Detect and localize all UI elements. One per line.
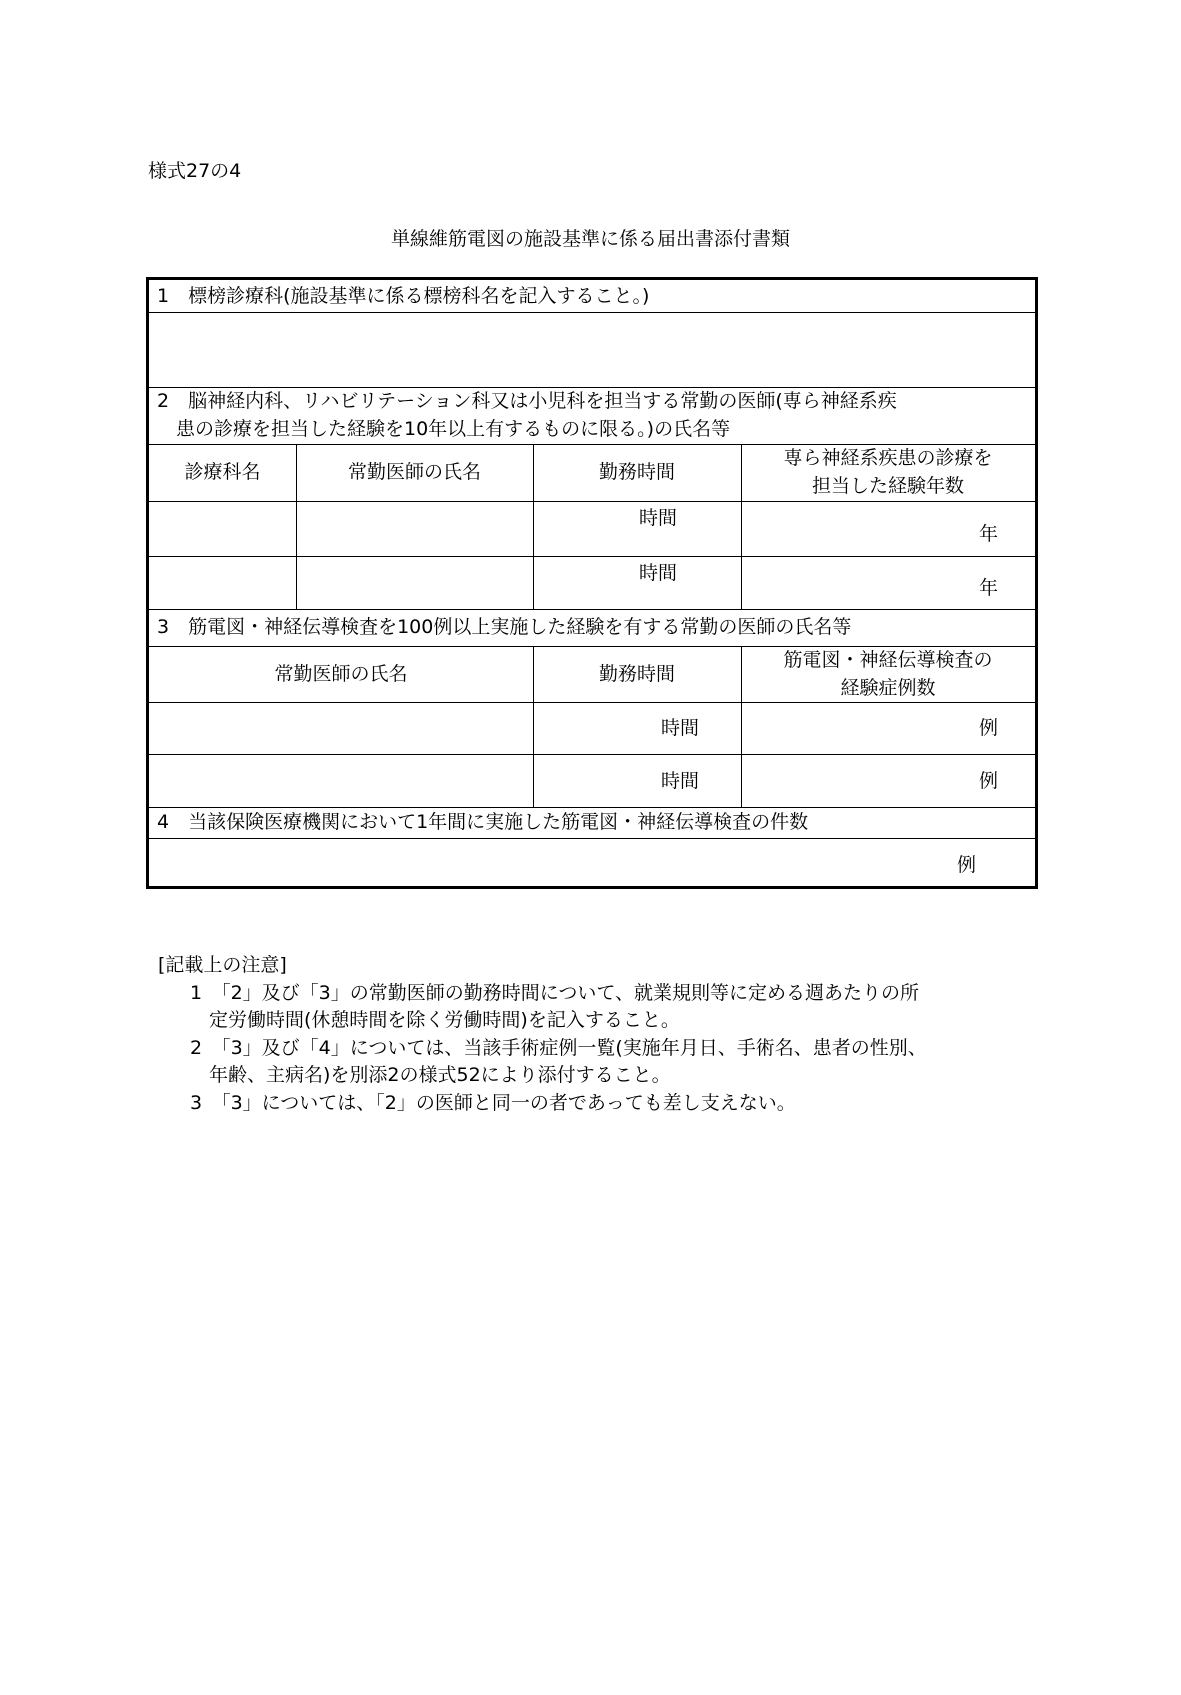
divider <box>149 838 1035 839</box>
col-working-hours: 勤務時間 <box>598 461 675 483</box>
col-doctor-name: 常勤医師の氏名 <box>347 461 481 483</box>
col-experience-years-line1: 専ら神経系疾患の診療を <box>783 447 993 469</box>
note-line: 2 「3」及び「4」については、当該手術症例一覧(実施年月日、手術名、患者の性別、 <box>190 1036 927 1059</box>
hours-unit: 時間 <box>639 507 678 529</box>
note-line: 1 「2」及び「3」の常勤医師の勤務時間について、就業規則等に定める週あたりの所 <box>190 981 920 1004</box>
note-line: 定労働時間(休憩時間を除く労働時間)を記入すること。 <box>190 1009 680 1031</box>
years-unit: 年 <box>979 577 999 599</box>
section2-heading-line2: 患の診療を担当した経験を10年以上有するものに限る。)の氏名等 <box>176 418 731 440</box>
note-line: 年齢、主病名)を別添2の様式52により添付すること。 <box>190 1064 671 1086</box>
hours-unit: 時間 <box>639 562 678 584</box>
col-experience-years-line2: 担当した経験年数 <box>811 475 964 497</box>
note-line: 3 「3」については、「2」の医師と同一の者であっても差し支えない。 <box>190 1091 796 1114</box>
notes-heading: [記載上の注意] <box>158 954 287 976</box>
section4-heading: 4 当該保険医療機関において1年間に実施した筋電図・神経伝導検査の件数 <box>157 811 809 833</box>
col-doctor-name: 常勤医師の氏名 <box>274 663 408 685</box>
divider <box>149 312 1035 313</box>
hours-unit: 時間 <box>661 717 700 739</box>
application-form-table <box>146 277 1038 889</box>
divider <box>149 609 1035 610</box>
section2-heading-line1: 2 脳神経内科、リハビリテーション科又は小児科を担当する常勤の医師(専ら神経系疾 <box>157 390 897 412</box>
divider <box>149 556 1035 557</box>
years-unit: 年 <box>979 523 999 545</box>
col-case-count-line1: 筋電図・神経伝導検査の <box>783 649 993 671</box>
section1-heading: 1 標榜診療科(施設基準に係る標榜科名を記入すること。) <box>157 285 650 307</box>
divider <box>149 501 1035 502</box>
col-case-count-line2: 経験症例数 <box>840 677 936 699</box>
document-title: 単線維筋電図の施設基準に係る届出書添付書類 <box>390 228 790 250</box>
notes-section <box>158 952 927 1117</box>
hours-unit: 時間 <box>661 770 700 792</box>
col-department: 診療科名 <box>184 461 261 483</box>
cases-unit: 例 <box>979 770 999 792</box>
divider <box>149 754 1035 755</box>
divider <box>149 702 1035 703</box>
section1-input-area[interactable] <box>149 314 1035 386</box>
col-working-hours: 勤務時間 <box>598 663 675 685</box>
form-number: 様式27の4 <box>148 160 242 182</box>
cases-unit: 例 <box>957 854 977 876</box>
cases-unit: 例 <box>979 717 999 739</box>
section3-heading: 3 筋電図・神経伝導検査を100例以上実施した経験を有する常勤の医師の氏名等 <box>157 616 852 638</box>
